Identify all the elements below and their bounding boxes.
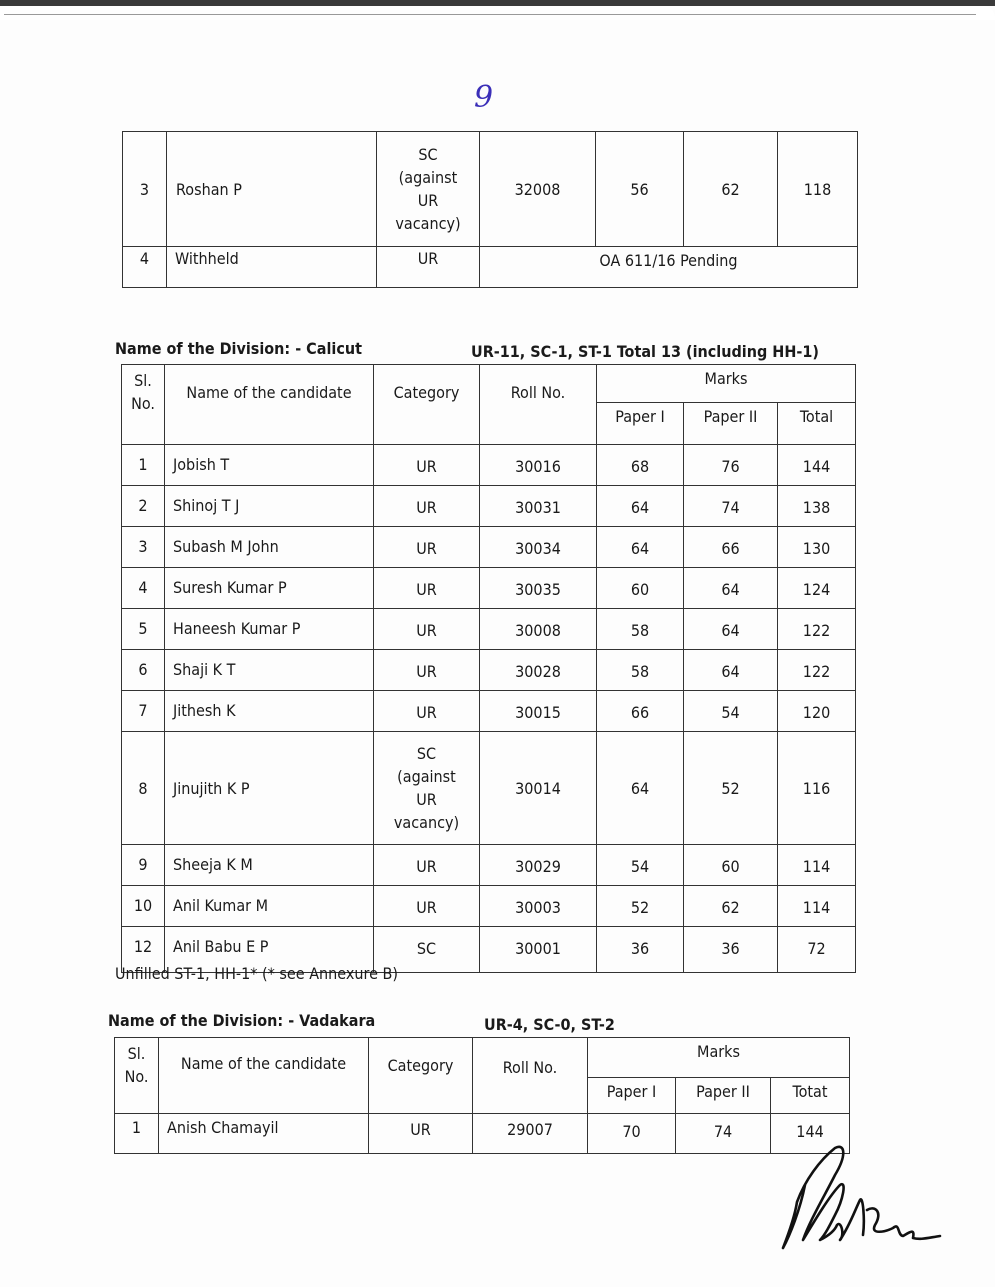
category: UR — [374, 445, 480, 486]
category: UR — [374, 486, 480, 527]
paper1-marks: 58 — [597, 609, 684, 650]
paper1-marks: 58 — [597, 650, 684, 691]
vadakara-table — [114, 1037, 850, 1154]
roll-no: 32008 — [480, 132, 596, 247]
signature — [775, 1140, 945, 1255]
sl-no: 6 — [122, 650, 165, 691]
roll-no: 30028 — [480, 650, 597, 691]
category: UR — [374, 609, 480, 650]
table-row — [123, 247, 858, 288]
header-paper1: Paper I — [597, 403, 684, 445]
candidate-name: Withheld — [167, 247, 377, 288]
sl-no: 1 — [122, 445, 165, 486]
header-marks: Marks — [588, 1038, 850, 1078]
roll-no: 30029 — [480, 845, 597, 886]
candidate-name: Anil Babu E P — [165, 927, 374, 973]
paper1-marks: 68 — [597, 445, 684, 486]
paper1-marks: 54 — [597, 845, 684, 886]
sl-no: 7 — [122, 691, 165, 732]
roll-no: 30035 — [480, 568, 597, 609]
sl-no: 3 — [122, 527, 165, 568]
total-marks: 138 — [778, 486, 856, 527]
candidate-name: Anish Chamayil — [159, 1114, 369, 1154]
calicut-footnote: Unfilled ST-1, HH-1* (* see Annexure B) — [115, 964, 398, 983]
paper1-marks: 66 — [597, 691, 684, 732]
sl-no: 2 — [122, 486, 165, 527]
paper2-marks: 76 — [684, 445, 778, 486]
paper1-marks: 64 — [597, 527, 684, 568]
page-top — [0, 6, 995, 20]
roll-no: 30001 — [480, 927, 597, 973]
paper2-marks: 64 — [684, 568, 778, 609]
paper2-marks: 62 — [684, 886, 778, 927]
category: UR — [374, 845, 480, 886]
category: UR — [369, 1114, 473, 1154]
page-top-rule — [4, 14, 976, 15]
header-paper1: Paper I — [588, 1078, 676, 1114]
calicut-table — [121, 364, 856, 973]
paper1-marks: 52 — [597, 886, 684, 927]
header-category: Category — [374, 365, 480, 445]
paper1-marks: 36 — [597, 927, 684, 973]
table-row — [122, 609, 856, 650]
paper2-marks: 62 — [684, 132, 778, 247]
candidate-name: Suresh Kumar P — [165, 568, 374, 609]
total-marks: 122 — [778, 650, 856, 691]
paper1-marks: 64 — [597, 486, 684, 527]
header-sl-no: Sl. No. — [115, 1038, 159, 1114]
header-name: Name of the candidate — [165, 365, 374, 445]
total-marks: 122 — [778, 609, 856, 650]
table-row — [115, 1114, 850, 1154]
vacancy-summary-calicut: UR-11, SC-1, ST-1 Total 13 (including HH-1) — [471, 342, 819, 361]
category: SC (against UR vacancy) — [377, 132, 480, 247]
division-heading-calicut: Name of the Division: - Calicut — [115, 339, 362, 358]
table-row — [122, 886, 856, 927]
candidate-name: Haneesh Kumar P — [165, 609, 374, 650]
sl-no: 12 — [122, 927, 165, 973]
roll-no: 30016 — [480, 445, 597, 486]
total-marks: 130 — [778, 527, 856, 568]
category: UR — [374, 650, 480, 691]
total-marks: 72 — [778, 927, 856, 973]
candidate-name: Jinujith K P — [165, 732, 374, 845]
total-marks: 114 — [778, 886, 856, 927]
sl-no: 8 — [122, 732, 165, 845]
paper2-marks: 74 — [676, 1114, 771, 1154]
total-marks: 144 — [778, 445, 856, 486]
candidate-name: Jobish T — [165, 445, 374, 486]
total-marks: 144 — [771, 1114, 850, 1154]
handwritten-page-number: 9 — [474, 80, 494, 115]
category: UR — [374, 527, 480, 568]
header-paper2: Paper II — [684, 403, 778, 445]
candidate-name: Shaji K T — [165, 650, 374, 691]
total-marks: 120 — [778, 691, 856, 732]
header-category: Category — [369, 1038, 473, 1114]
table-row — [122, 691, 856, 732]
roll-no: 30015 — [480, 691, 597, 732]
category: SC (against UR vacancy) — [374, 732, 480, 845]
candidate-name: Jithesh K — [165, 691, 374, 732]
remark: OA 611/16 Pending — [480, 247, 858, 288]
sl-no: 1 — [115, 1114, 159, 1154]
paper2-marks: 52 — [684, 732, 778, 845]
sl-no: 3 — [123, 132, 167, 247]
paper2-marks: 54 — [684, 691, 778, 732]
table-row — [122, 486, 856, 527]
sl-no: 5 — [122, 609, 165, 650]
paper2-marks: 60 — [684, 845, 778, 886]
roll-no: 30003 — [480, 886, 597, 927]
candidate-name: Shinoj T J — [165, 486, 374, 527]
paper2-marks: 74 — [684, 486, 778, 527]
header-sl-no: Sl. No. — [122, 365, 165, 445]
division-heading-vadakara: Name of the Division: - Vadakara — [108, 1011, 376, 1030]
table-row — [122, 650, 856, 691]
paper2-marks: 64 — [684, 609, 778, 650]
candidate-name: Roshan P — [167, 132, 377, 247]
roll-no: 29007 — [473, 1114, 588, 1154]
candidate-name: Anil Kumar M — [165, 886, 374, 927]
candidate-name: Sheeja K M — [165, 845, 374, 886]
header-paper2: Paper II — [676, 1078, 771, 1114]
header-roll-no: Roll No. — [473, 1038, 588, 1114]
table-row — [122, 568, 856, 609]
roll-no: 30008 — [480, 609, 597, 650]
table-row — [123, 132, 858, 247]
paper1-marks: 56 — [596, 132, 684, 247]
roll-no: 30031 — [480, 486, 597, 527]
paper2-marks: 64 — [684, 650, 778, 691]
category: UR — [374, 691, 480, 732]
sl-no: 9 — [122, 845, 165, 886]
table-row — [122, 445, 856, 486]
paper2-marks: 36 — [684, 927, 778, 973]
category: UR — [374, 886, 480, 927]
paper2-marks: 66 — [684, 527, 778, 568]
roll-no: 30014 — [480, 732, 597, 845]
table-row — [122, 527, 856, 568]
total-marks: 114 — [778, 845, 856, 886]
sl-no: 4 — [123, 247, 167, 288]
paper1-marks: 60 — [597, 568, 684, 609]
category: UR — [377, 247, 480, 288]
sl-no: 4 — [122, 568, 165, 609]
continuation-table — [122, 131, 858, 288]
vacancy-summary-vadakara: UR-4, SC-0, ST-2 — [484, 1015, 615, 1034]
total-marks: 124 — [778, 568, 856, 609]
paper1-marks: 64 — [597, 732, 684, 845]
table-row — [122, 732, 856, 845]
total-marks: 118 — [778, 132, 858, 247]
roll-no: 30034 — [480, 527, 597, 568]
header-total: Total — [778, 403, 856, 445]
header-total: Totat — [771, 1078, 850, 1114]
total-marks: 116 — [778, 732, 856, 845]
header-roll-no: Roll No. — [480, 365, 597, 445]
paper1-marks: 70 — [588, 1114, 676, 1154]
category: UR — [374, 568, 480, 609]
header-marks: Marks — [597, 365, 856, 403]
header-name: Name of the candidate — [159, 1038, 369, 1114]
candidate-name: Subash M John — [165, 527, 374, 568]
category: SC — [374, 927, 480, 973]
sl-no: 10 — [122, 886, 165, 927]
table-row — [122, 845, 856, 886]
